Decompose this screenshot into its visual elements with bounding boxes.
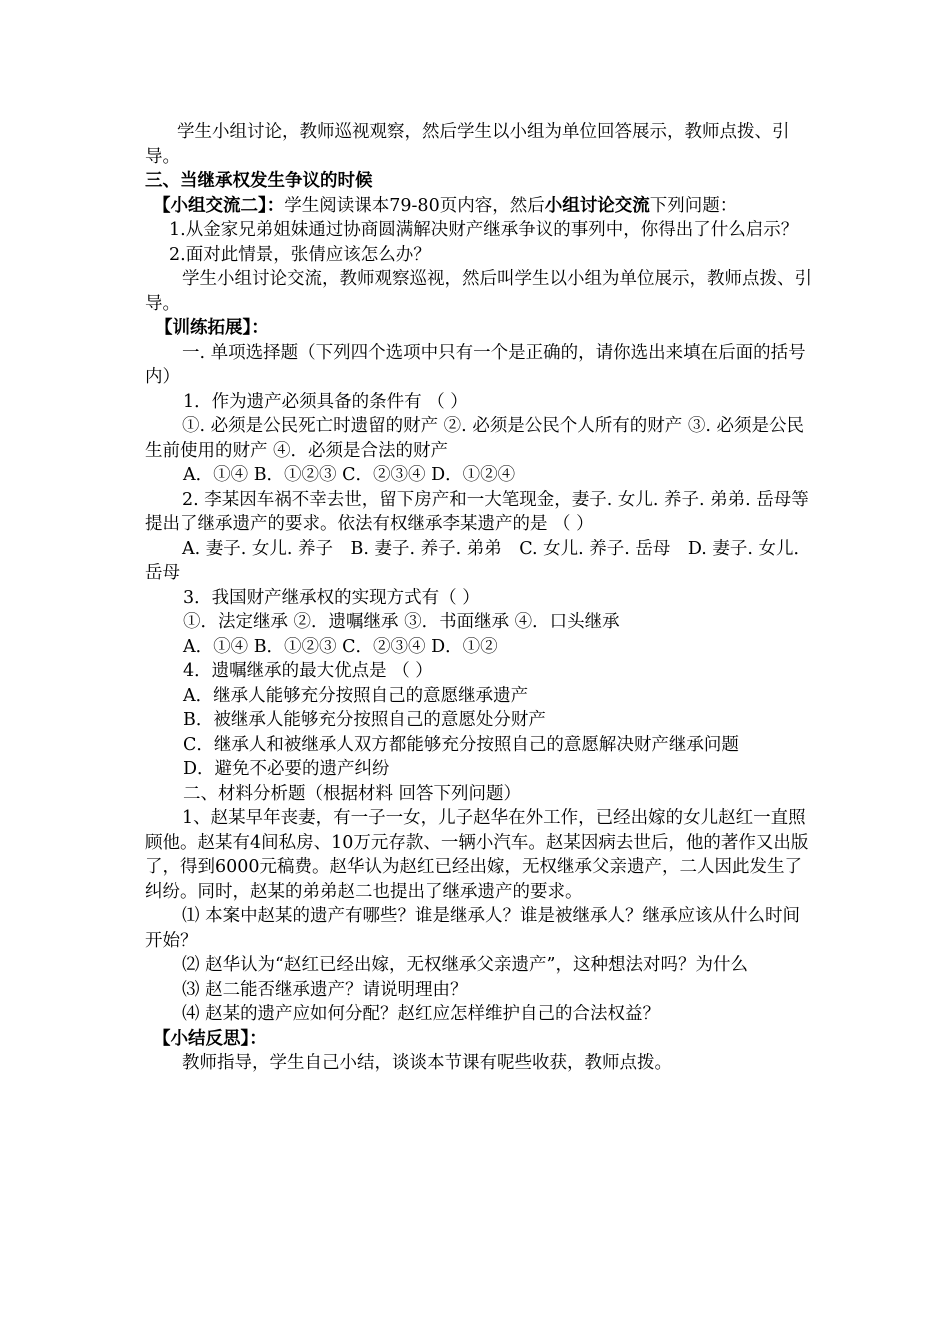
question-1-items: ①. 必须是公民死亡时遗留的财产 ②. 必须是公民个人所有的财产 ③. 必须是公民生前使用的财产 ④．必须是合法的财产: [145, 416, 804, 461]
question-4-option-d: D．避免不必要的遗产纠纷: [183, 759, 390, 779]
question-2: 2. 李某因车祸不幸去世，留下房产和一大笔现金，妻子. 女儿. 养子. 弟弟. 岳母等 提出了继承遗产的要求。依法有权继承李某遗产的是 （ ）: [145, 489, 809, 534]
question-4-option-b: B．被继承人能够充分按照自己的意愿处分财产: [183, 710, 546, 730]
group-exchange-text1: 学生阅读课本79-80页内容，然后: [284, 195, 545, 216]
group-exchange-tag: 【小组交流二】：: [153, 195, 285, 216]
question-3-options: A．①④ B．①②③ C．②③④ D．①②: [183, 636, 498, 657]
section3-heading: 三、当继承权发生争议的时候: [145, 171, 373, 191]
group-exchange-bold: 小组讨论交流: [544, 195, 650, 216]
summary-text: 教师指导，学生自己小结，谈谈本节课有呢些收获，教师点拨。: [182, 1053, 672, 1073]
training-tag: 【训练拓展】：: [155, 318, 269, 338]
material-question-1: ⑴ 本案中赵某的遗产有哪些？谁是继承人？谁是被继承人？继承应该从什么时间开始？: [145, 906, 801, 951]
summary-tag: 【小结反思】：: [153, 1028, 267, 1049]
group-exchange-paragraph: [145, 194, 815, 219]
document-page: [145, 120, 815, 1076]
material-question-4: ⑷ 赵某的遗产应如何分配？赵红应怎样维护自己的合法权益？: [182, 1004, 661, 1024]
group-exchange-text2: 下列问题：: [649, 195, 738, 216]
question-1: 1．作为遗产必须具备的条件有 （ ）: [183, 391, 468, 412]
material-analysis-heading: 二、材料分析题（根据材料 回答下列问题）: [183, 783, 522, 804]
material-question-3: ⑶ 赵二能否继承遗产？请说明理由？: [182, 979, 468, 1000]
question-4-option-c: C．继承人和被继承人双方都能够充分按照自己的意愿解决财产继承问题: [183, 734, 739, 755]
question-3-items: ①．法定继承 ②．遗嘱继承 ③．书面继承 ④．口头继承: [183, 612, 620, 632]
question-2-options: A. 妻子. 女儿. 养子 B. 妻子. 养子. 弟弟 C. 女儿. 养子. 岳母 D. 妻子. 女儿．岳母: [145, 538, 812, 583]
question-4-option-a: A．继承人能够充分按照自己的意愿继承遗产: [183, 685, 529, 706]
group-question-2: 2.面对此情景，张倩应该怎么办？: [169, 244, 431, 265]
material-case: 1、赵某早年丧妻，有一子一女，儿子赵华在外工作，已经出嫁的女儿赵红一直照顾他。赵某有4间私房、10万元存款、一辆小汽车。赵某因病去世后，他的著作又出版了，得到6000元稿费。赵华认为赵红已经出嫁，无权继承父亲遗产，二人因此发生了纠纷。同时，赵某的弟弟赵二也提出了继承遗产的要求。: [145, 808, 809, 902]
intro-activity: 学生小组讨论，教师巡视观察，然后学生以小组为单位回答展示，教师点拨、引导。: [145, 122, 790, 167]
question-4: 4．遗嘱继承的最大优点是 （ ）: [183, 661, 433, 681]
single-choice-heading: 一. 单项选择题（下列四个选项中只有一个是正确的，请你选出来填在后面的括号内）: [145, 342, 806, 387]
group-activity: 学生小组讨论交流，教师观察巡视，然后叫学生以小组为单位展示，教师点拨、引导。: [145, 269, 812, 314]
question-1-options: A．①④ B．①②③ C．②③④ D．①②④: [183, 465, 516, 485]
group-question-1: 1.从金家兄弟姐妹通过协商圆满解决财产继承争议的事列中，你得出了什么启示？: [169, 220, 799, 240]
question-3: 3．我国财产继承权的实现方式有（ ）: [183, 587, 480, 608]
material-question-2: ⑵ 赵华认为“赵红已经出嫁，无权继承父亲遗产”，这种想法对吗？为什么: [182, 955, 748, 975]
